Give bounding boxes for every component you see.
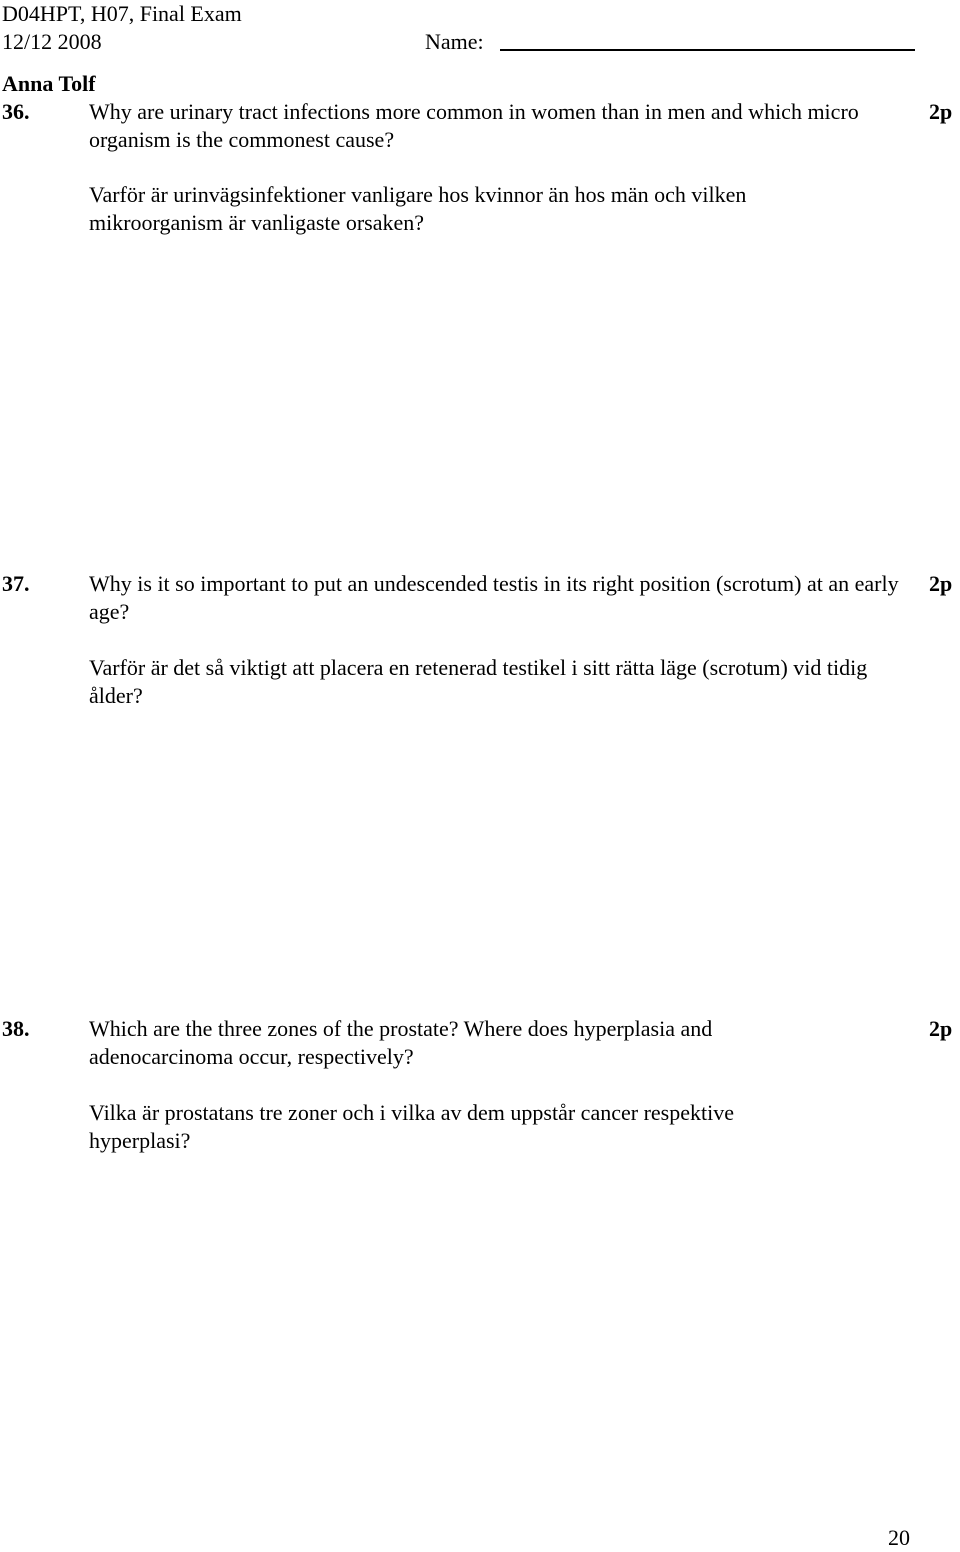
question-text-english: Why is it so important to put an undescended testis in its right position (scrotum) at an early age? xyxy=(89,571,899,624)
name-label: Name: xyxy=(425,29,484,54)
name-field-line[interactable] xyxy=(500,49,915,51)
author-name: Anna Tolf xyxy=(2,71,96,96)
question-text-english: Why are urinary tract infections more common in women than in men and which micro organism is the commonest cause? xyxy=(89,99,859,152)
question-points: 2p xyxy=(929,1016,953,1041)
exam-date: 12/12 2008 xyxy=(2,29,102,54)
question-number: 37. xyxy=(2,571,30,596)
course-title: D04HPT, H07, Final Exam xyxy=(2,1,242,26)
question-points: 2p xyxy=(929,571,953,596)
question-points: 2p xyxy=(929,99,953,124)
question-text-english: Which are the three zones of the prostate? Where does hyperplasia and adenocarcinoma occur, respectively? xyxy=(89,1016,713,1069)
question-number: 38. xyxy=(2,1016,30,1041)
question-text-swedish: Varför är det så viktigt att placera en retenerad testikel i sitt rätta läge (scrotum) vid tidig ålder? xyxy=(89,655,868,708)
question-text-swedish: Varför är urinvägsinfektioner vanligare hos kvinnor än hos män och vilken mikroorganism är vanligaste orsaken? xyxy=(89,182,747,235)
question-text-swedish: Vilka är prostatans tre zoner och i vilka av dem uppstår cancer respektive hyperplasi? xyxy=(89,1100,734,1153)
page-number: 20 xyxy=(888,1525,910,1550)
question-number: 36. xyxy=(2,99,30,124)
